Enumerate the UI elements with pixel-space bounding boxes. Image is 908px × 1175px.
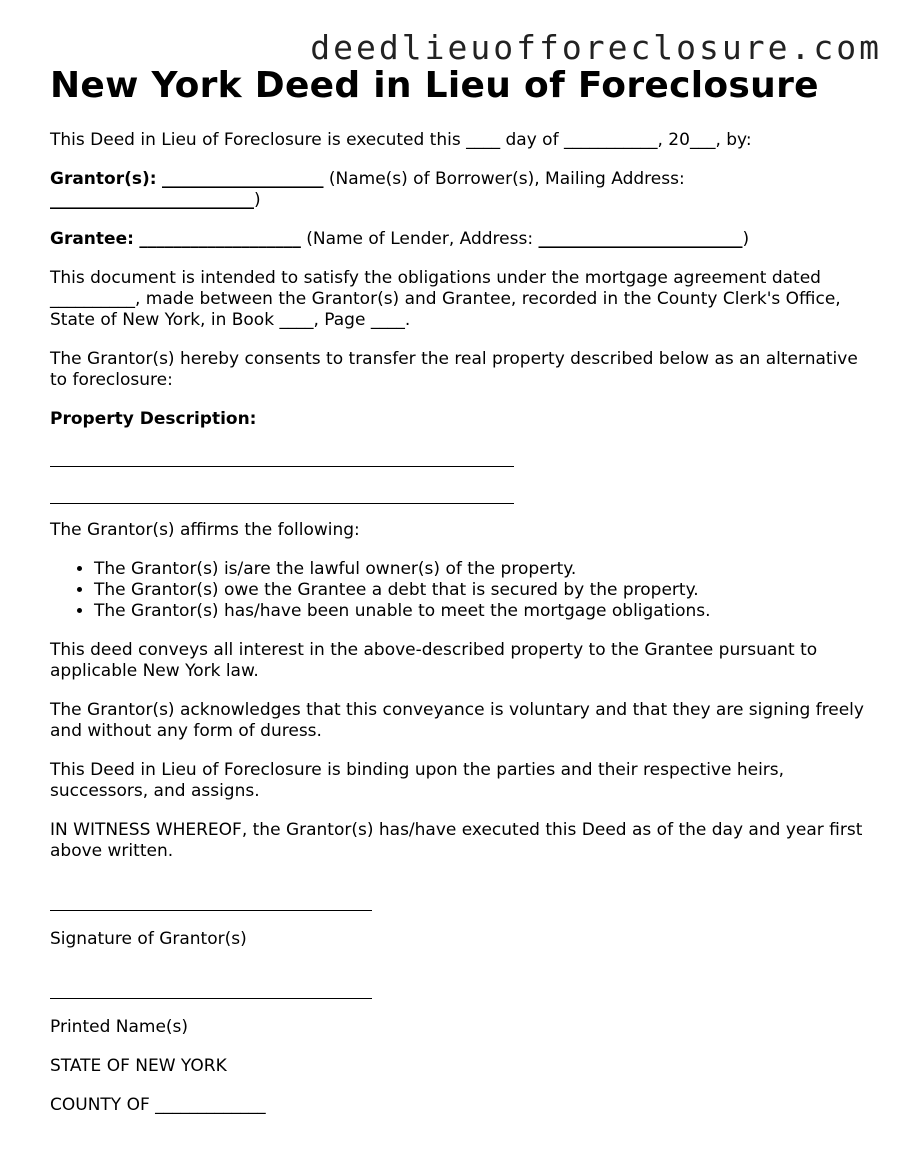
year-blank[interactable]: ___ [689, 130, 716, 150]
mortgage-date-blank[interactable]: __________ [50, 289, 135, 309]
mortgage-text-3: , Page [313, 310, 371, 330]
document-title: New York Deed in Lieu of Foreclosure [50, 65, 819, 106]
county-label: COUNTY OF [50, 1095, 156, 1115]
page-blank[interactable]: ____ [370, 310, 405, 330]
intro-paragraph [50, 130, 870, 151]
state-line: STATE OF NEW YORK [50, 1056, 227, 1076]
grantor-description-end: ) [254, 190, 261, 210]
mortgage-paragraph [50, 268, 870, 331]
mortgage-text-2: , made between the Grantor(s) and Grantee, recorded in the County Clerk's Office, State of New York, in Book [50, 289, 841, 330]
intro-text-1: This Deed in Lieu of Foreclosure is executed this [50, 130, 467, 150]
affirmation-item: • The Grantor(s) has/have been unable to meet the mortgage obligations. [94, 601, 870, 622]
affirmation-item: • The Grantor(s) owe the Grantee a debt that is secured by the property. [94, 580, 870, 601]
mortgage-text-1: This document is intended to satisfy the obligations under the mortgage agreement dated [50, 268, 821, 288]
intro-text-3: , 20 [657, 130, 690, 150]
grantor-description: (Name(s) of Borrower(s), Mailing Address: [323, 169, 685, 189]
county-blank[interactable]: _____________ [155, 1095, 266, 1115]
property-description-line-2[interactable] [50, 503, 514, 504]
day-blank[interactable]: ____ [466, 130, 501, 150]
affirmation-item: • The Grantor(s) is/are the lawful owner(s) of the property. [94, 559, 870, 580]
book-blank[interactable]: ____ [279, 310, 314, 330]
signature-label: Signature of Grantor(s) [50, 929, 247, 949]
property-heading [50, 409, 870, 430]
binding-paragraph: This Deed in Lieu of Foreclosure is binding upon the parties and their respective heirs, successors, and assigns. [50, 760, 785, 801]
site-watermark: deedlieuofforeclosure.com [310, 28, 882, 67]
county-line [50, 1095, 870, 1116]
affirm-intro: The Grantor(s) affirms the following: [50, 520, 360, 540]
grantor-name-blank[interactable]: ___________________ [161, 169, 324, 189]
grantor-address-blank[interactable]: ________________________ [50, 190, 254, 210]
conveys-paragraph: This deed conveys all interest in the above-described property to the Grantee pursuant to applicable New York law. [50, 640, 818, 681]
printed-name-line[interactable] [50, 998, 372, 999]
document-body [50, 62, 870, 1116]
grantee-description: (Name of Lender, Address: [300, 229, 539, 249]
grantee-label: Grantee: [50, 229, 134, 249]
consent-paragraph: The Grantor(s) hereby consents to transfer the real property described below as an alternative to foreclosure: [50, 349, 858, 390]
intro-text-4: , by: [715, 130, 752, 150]
grantee-name-blank[interactable]: ___________________ [139, 229, 301, 249]
intro-text-2: day of [500, 130, 564, 150]
grantee-description-end: ) [742, 229, 750, 249]
grantee-address-blank[interactable]: ________________________ [538, 229, 743, 249]
grantor-paragraph [50, 169, 870, 211]
grantor-signature-line[interactable] [50, 910, 372, 911]
affirmation-list [50, 559, 870, 622]
property-description-line-1[interactable] [50, 466, 514, 467]
month-blank[interactable]: ___________ [563, 130, 658, 150]
grantor-label: Grantor(s): [50, 169, 157, 189]
grantee-paragraph [50, 229, 870, 250]
property-heading-text: Property Description: [50, 409, 257, 429]
printed-name-label: Printed Name(s) [50, 1017, 189, 1037]
witness-paragraph: IN WITNESS WHEREOF, the Grantor(s) has/have executed this Deed as of the day and year first above written. [50, 820, 863, 861]
voluntary-paragraph: The Grantor(s) acknowledges that this conveyance is voluntary and that they are signing freely and without any form of duress. [50, 700, 864, 741]
mortgage-text-4: . [404, 310, 411, 330]
